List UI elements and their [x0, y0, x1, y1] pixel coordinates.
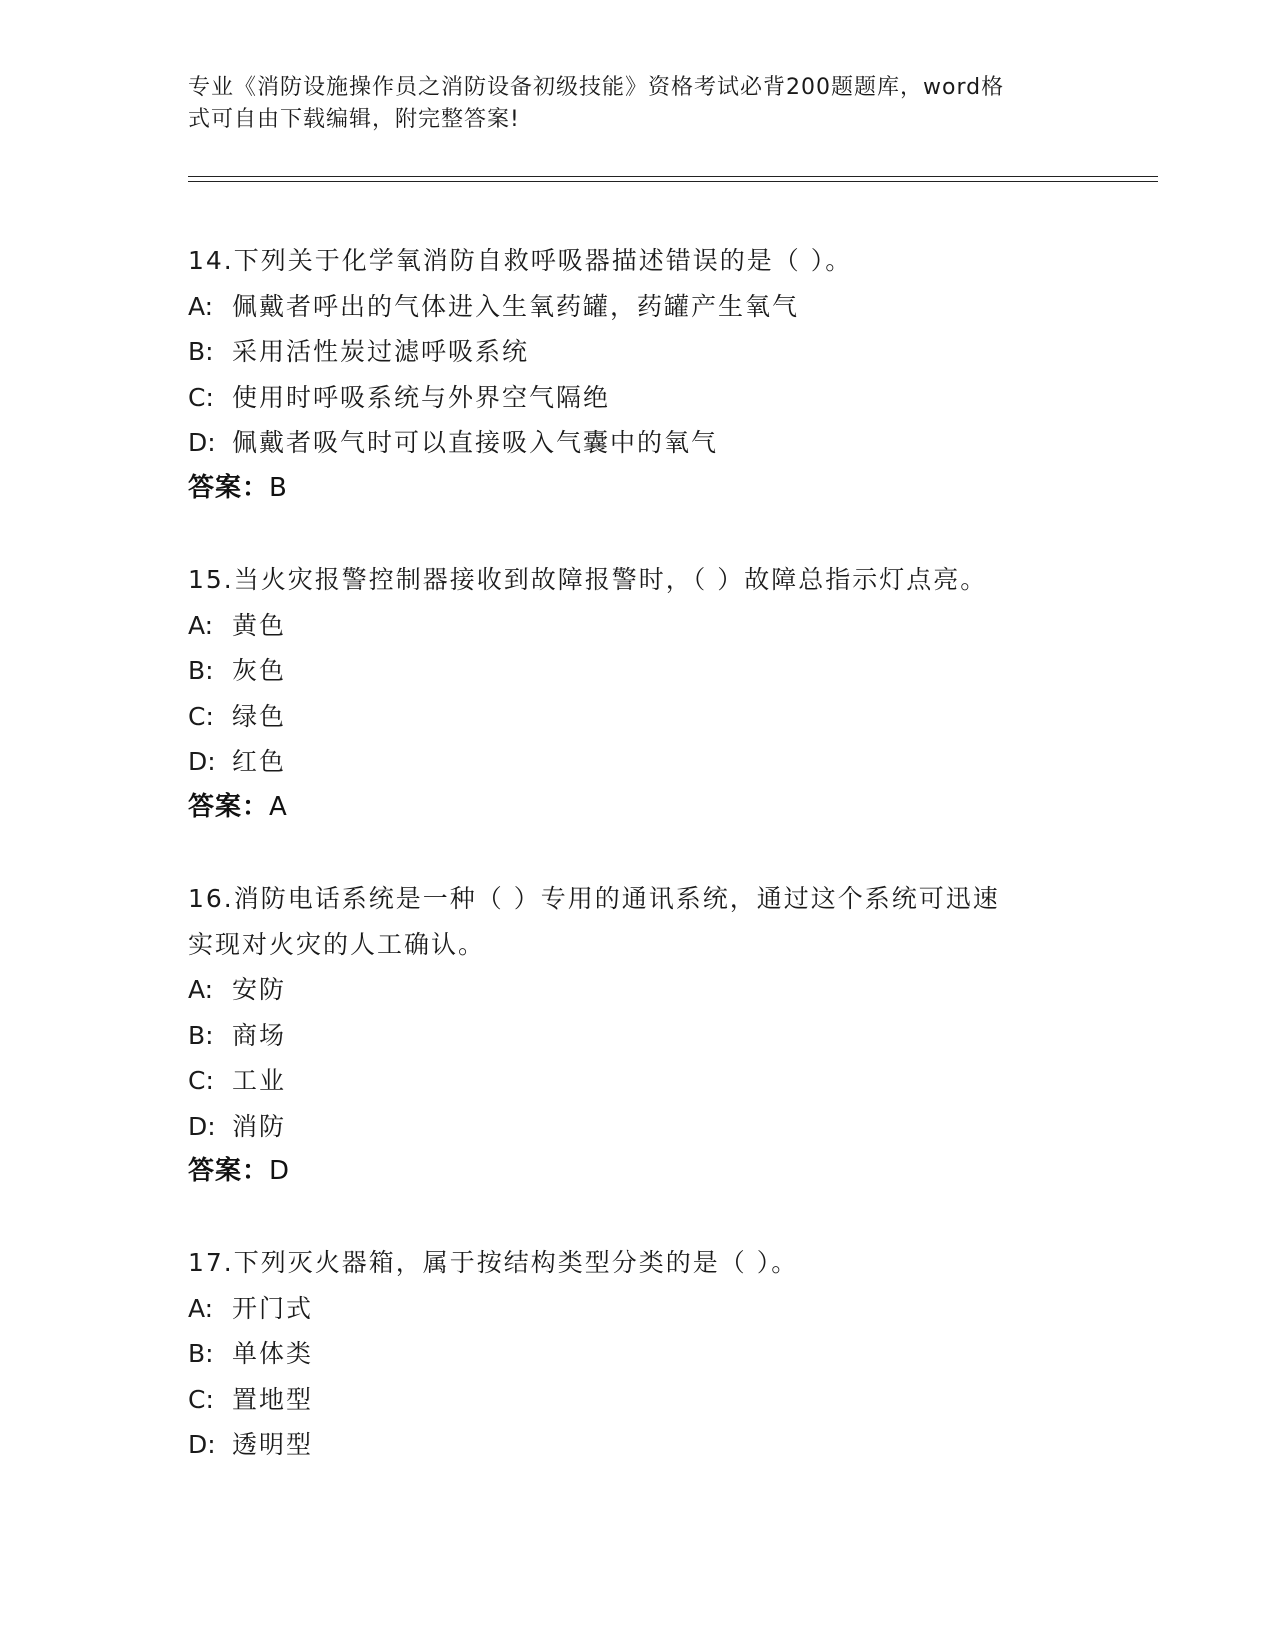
answer-label: 答案： — [188, 1156, 270, 1186]
question-stem: 16.消防电话系统是一种（ ）专用的通讯系统，通过这个系统可迅速 — [188, 884, 1000, 913]
option-text: 商场 — [232, 1020, 287, 1050]
option-b — [188, 1013, 1088, 1059]
option-text: 消防 — [232, 1111, 287, 1141]
option-d — [188, 420, 1088, 466]
option-b — [188, 648, 1088, 694]
option-c — [188, 1058, 1088, 1104]
header-line-2: 式可自由下载编辑，附完整答案! — [188, 107, 520, 132]
option-letter: B: — [188, 656, 214, 685]
option-letter: D: — [188, 1430, 216, 1459]
option-letter: A: — [188, 610, 214, 640]
option-b — [188, 1331, 1088, 1377]
option-letter: C: — [188, 701, 214, 731]
option-a — [188, 603, 1088, 649]
option-letter: D: — [188, 747, 216, 776]
answer-label: 答案： — [188, 791, 270, 822]
option-letter: A: — [188, 291, 214, 321]
option-text: 安防 — [232, 975, 287, 1004]
option-d — [188, 1104, 1088, 1150]
option-c — [188, 375, 1088, 421]
option-text: 单体类 — [232, 1339, 314, 1368]
option-text: 黄色 — [232, 610, 287, 640]
option-letter: C: — [188, 1384, 214, 1414]
option-c — [188, 1377, 1088, 1423]
option-letter: B: — [188, 337, 214, 366]
answer-value: B — [269, 472, 288, 503]
option-text: 灰色 — [232, 656, 287, 685]
question-stem: 15.当火灾报警控制器接收到故障报警时，（ ）故障总指示灯点亮。 — [188, 565, 988, 594]
option-letter: B: — [188, 1339, 214, 1368]
question-17 — [188, 1240, 1088, 1468]
answer-line — [188, 1149, 1088, 1195]
option-text: 红色 — [232, 747, 287, 776]
option-text: 工业 — [232, 1066, 287, 1095]
answer-line — [188, 466, 1088, 512]
option-letter: C: — [188, 1066, 214, 1095]
option-text: 使用时呼吸系统与外界空气隔绝 — [232, 382, 611, 412]
option-text: 置地型 — [232, 1384, 314, 1414]
header-divider-bottom — [188, 181, 1158, 182]
answer-value: D — [269, 1156, 291, 1186]
option-text: 采用活性炭过滤呼吸系统 — [232, 337, 530, 366]
option-text: 透明型 — [232, 1430, 314, 1459]
option-letter: A: — [188, 1293, 214, 1323]
option-d — [188, 1422, 1088, 1468]
option-letter: D: — [188, 1111, 216, 1141]
option-a — [188, 967, 1088, 1013]
option-text: 佩戴者呼出的气体进入生氧药罐，药罐产生氧气 — [232, 291, 800, 321]
answer-line — [188, 785, 1088, 831]
question-stem-continued: 实现对火灾的人工确认。 — [188, 929, 486, 959]
header-divider-top — [188, 176, 1158, 177]
question-14 — [188, 238, 1088, 511]
option-c — [188, 694, 1088, 740]
question-stem: 17.下列灭火器箱，属于按结构类型分类的是（ ）。 — [188, 1248, 799, 1277]
question-15 — [188, 557, 1088, 830]
option-text: 绿色 — [232, 701, 287, 731]
option-text: 佩戴者吸气时可以直接吸入气囊中的氧气 — [232, 428, 719, 457]
document-header — [188, 72, 1068, 136]
answer-value: A — [269, 791, 288, 822]
question-16 — [188, 876, 1088, 1195]
option-letter: A: — [188, 975, 214, 1004]
option-letter: C: — [188, 382, 214, 412]
answer-label: 答案： — [188, 472, 270, 503]
option-text: 开门式 — [232, 1293, 314, 1323]
question-stem: 14.下列关于化学氧消防自救呼吸器描述错误的是（ ）。 — [188, 246, 853, 275]
option-a — [188, 1286, 1088, 1332]
header-line-1: 专业《消防设施操作员之消防设备初级技能》资格考试必背200题题库，word格 — [188, 75, 1005, 100]
option-a — [188, 284, 1088, 330]
option-letter: B: — [188, 1020, 214, 1050]
option-letter: D: — [188, 428, 216, 457]
option-b — [188, 329, 1088, 375]
option-d — [188, 739, 1088, 785]
